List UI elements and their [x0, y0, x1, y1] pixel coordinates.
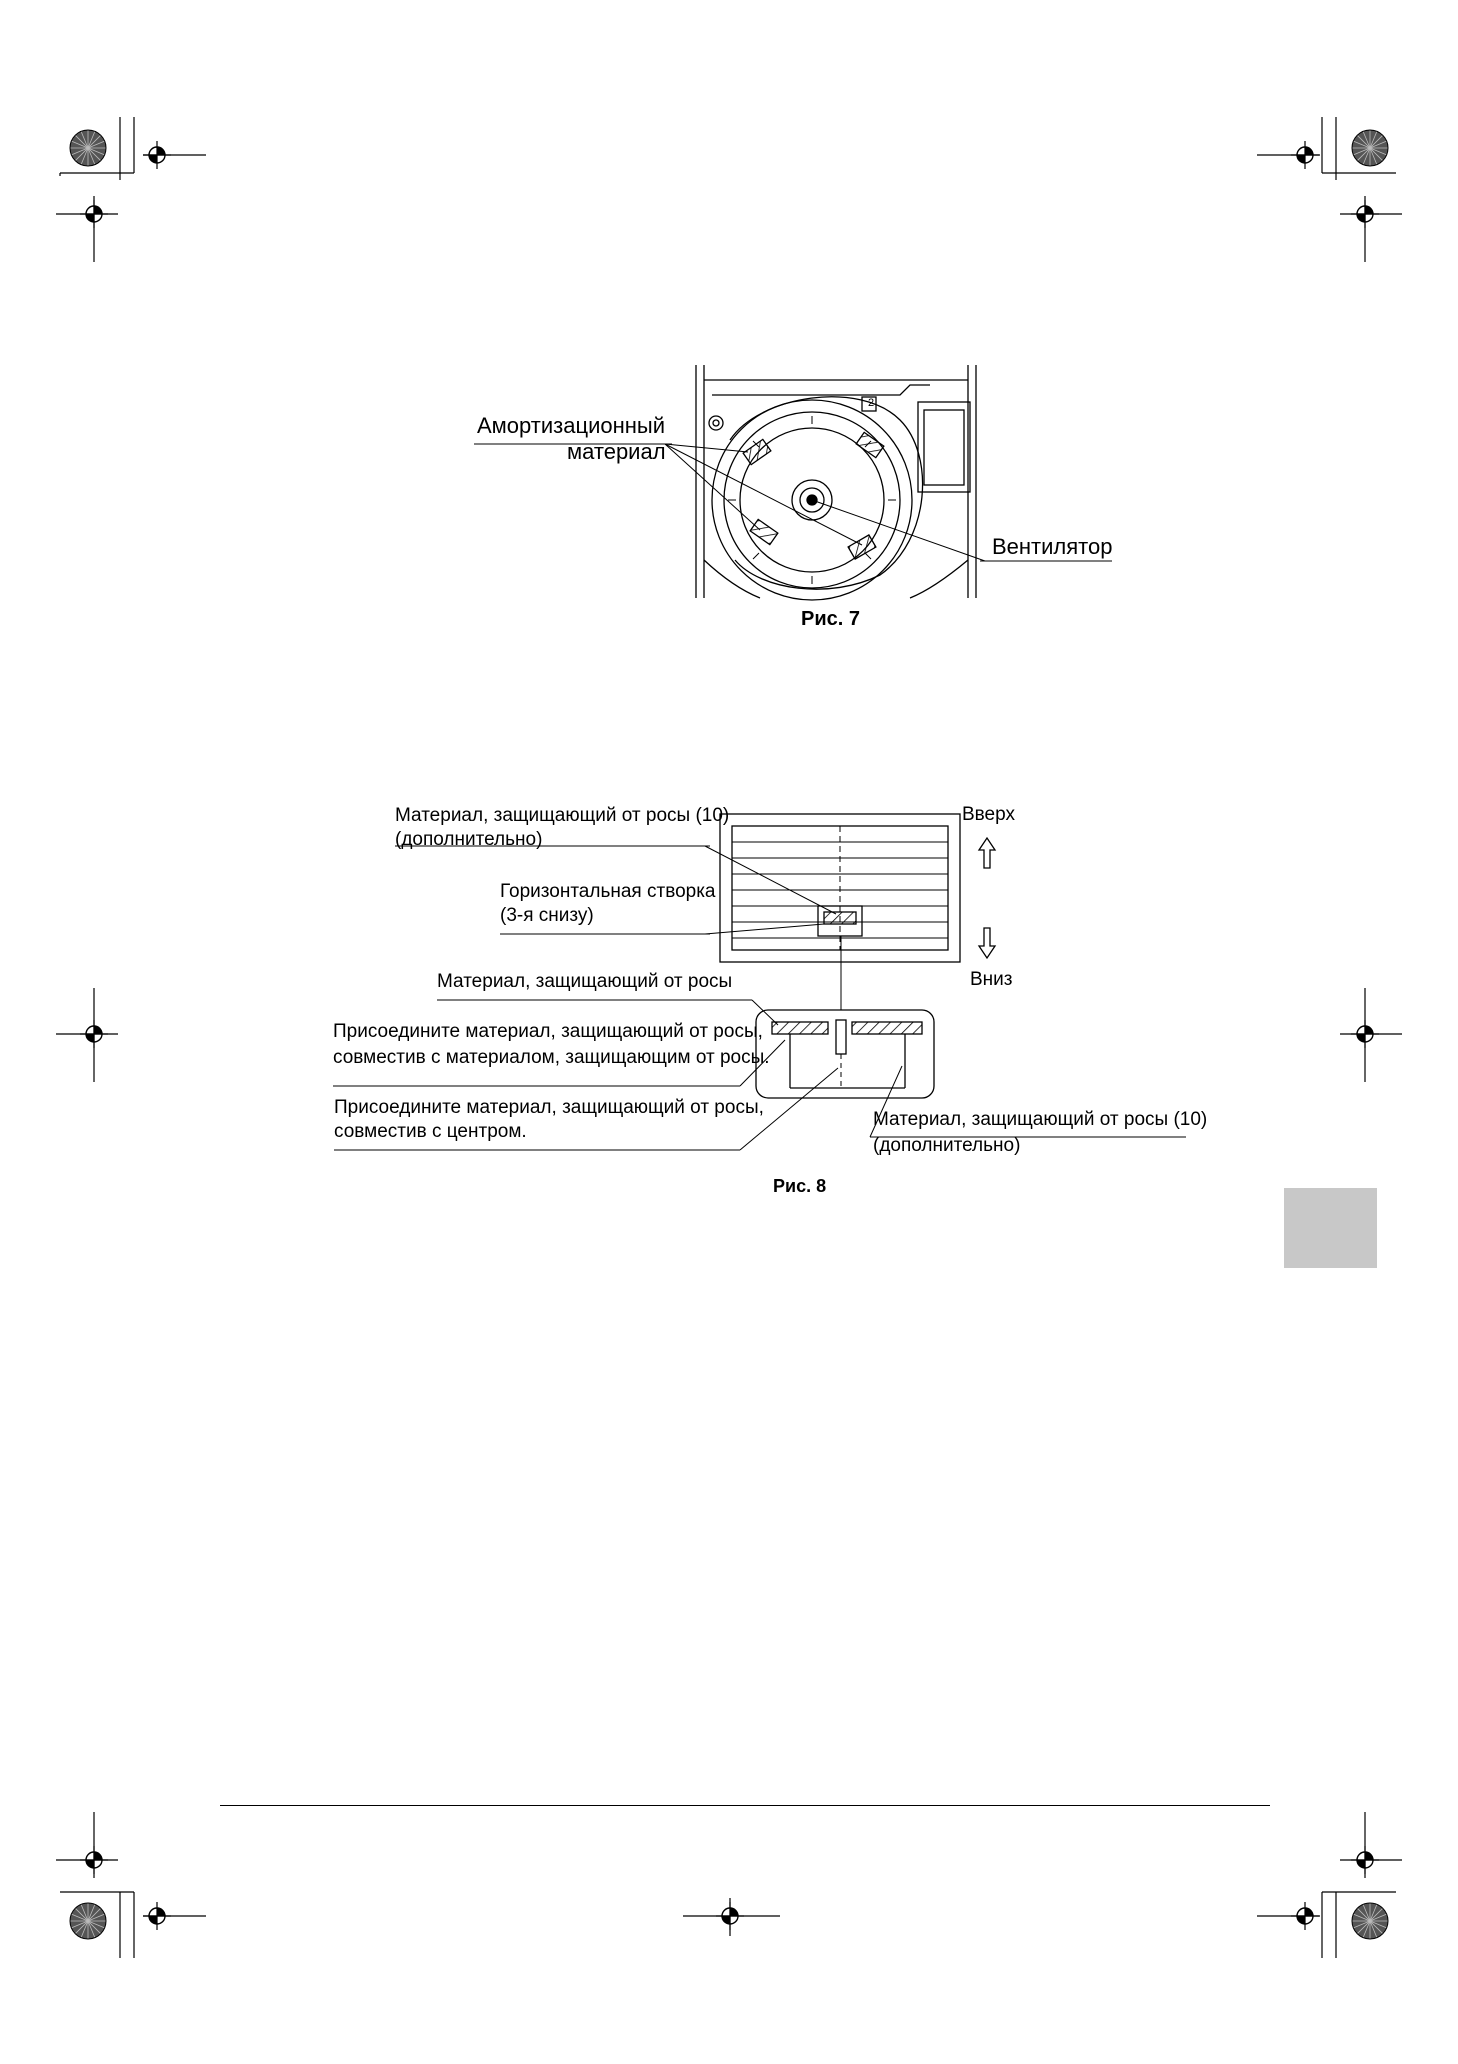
fig8-label-attach-align-material-line1: Присоедините материал, защищающий от росы, — [333, 1021, 763, 1042]
fig8-label-dew-material-10-bottom-line1: Материал, защищающий от росы (10) — [873, 1109, 1208, 1130]
fig7-caption: Рис. 7 — [801, 608, 860, 630]
footer-rule — [220, 1805, 1270, 1806]
fig8-label-dew-material-10-top-line1: Материал, защищающий от росы (10) — [395, 805, 730, 826]
fig7-label-fan: Вентилятор — [992, 534, 1113, 559]
fig7-drawing — [474, 365, 1112, 600]
color-wheel-icon — [1352, 130, 1388, 166]
fig7-label-damping-line2: материал — [567, 439, 666, 464]
color-wheel-icon — [1352, 1903, 1388, 1939]
fig8-label-attach-align-center-line2: совместив с центром. — [334, 1121, 527, 1142]
fig8-label-down: Вниз — [970, 969, 1013, 990]
arrow-up-icon — [979, 838, 995, 868]
fig7-panel-number: 2 — [867, 397, 875, 409]
fig8-label-attach-align-center-line1: Присоедините материал, защищающий от росы, — [334, 1097, 764, 1118]
fig7-label-damping-line1: Амортизационный — [477, 413, 665, 438]
fig8-label-flap-line2: (3-я снизу) — [500, 905, 594, 926]
fig8-label-up: Вверх — [962, 804, 1015, 825]
fig8-label-dew-material: Материал, защищающий от росы — [437, 971, 733, 992]
fig8-caption: Рис. 8 — [773, 1176, 827, 1196]
color-wheel-icon — [70, 130, 106, 166]
color-wheel-icon — [70, 1903, 106, 1939]
fig8-label-dew-material-10-top-line2: (дополнительно) — [395, 829, 543, 850]
fig8-label-attach-align-material-line2: совместив с материалом, защищающим от росы. — [333, 1047, 770, 1068]
fig8-label-dew-material-10-bottom-line2: (дополнительно) — [873, 1135, 1021, 1156]
arrow-down-icon — [979, 928, 995, 958]
fig8-label-flap-line1: Горизонтальная створка — [500, 881, 716, 902]
section-tab — [1284, 1188, 1377, 1268]
